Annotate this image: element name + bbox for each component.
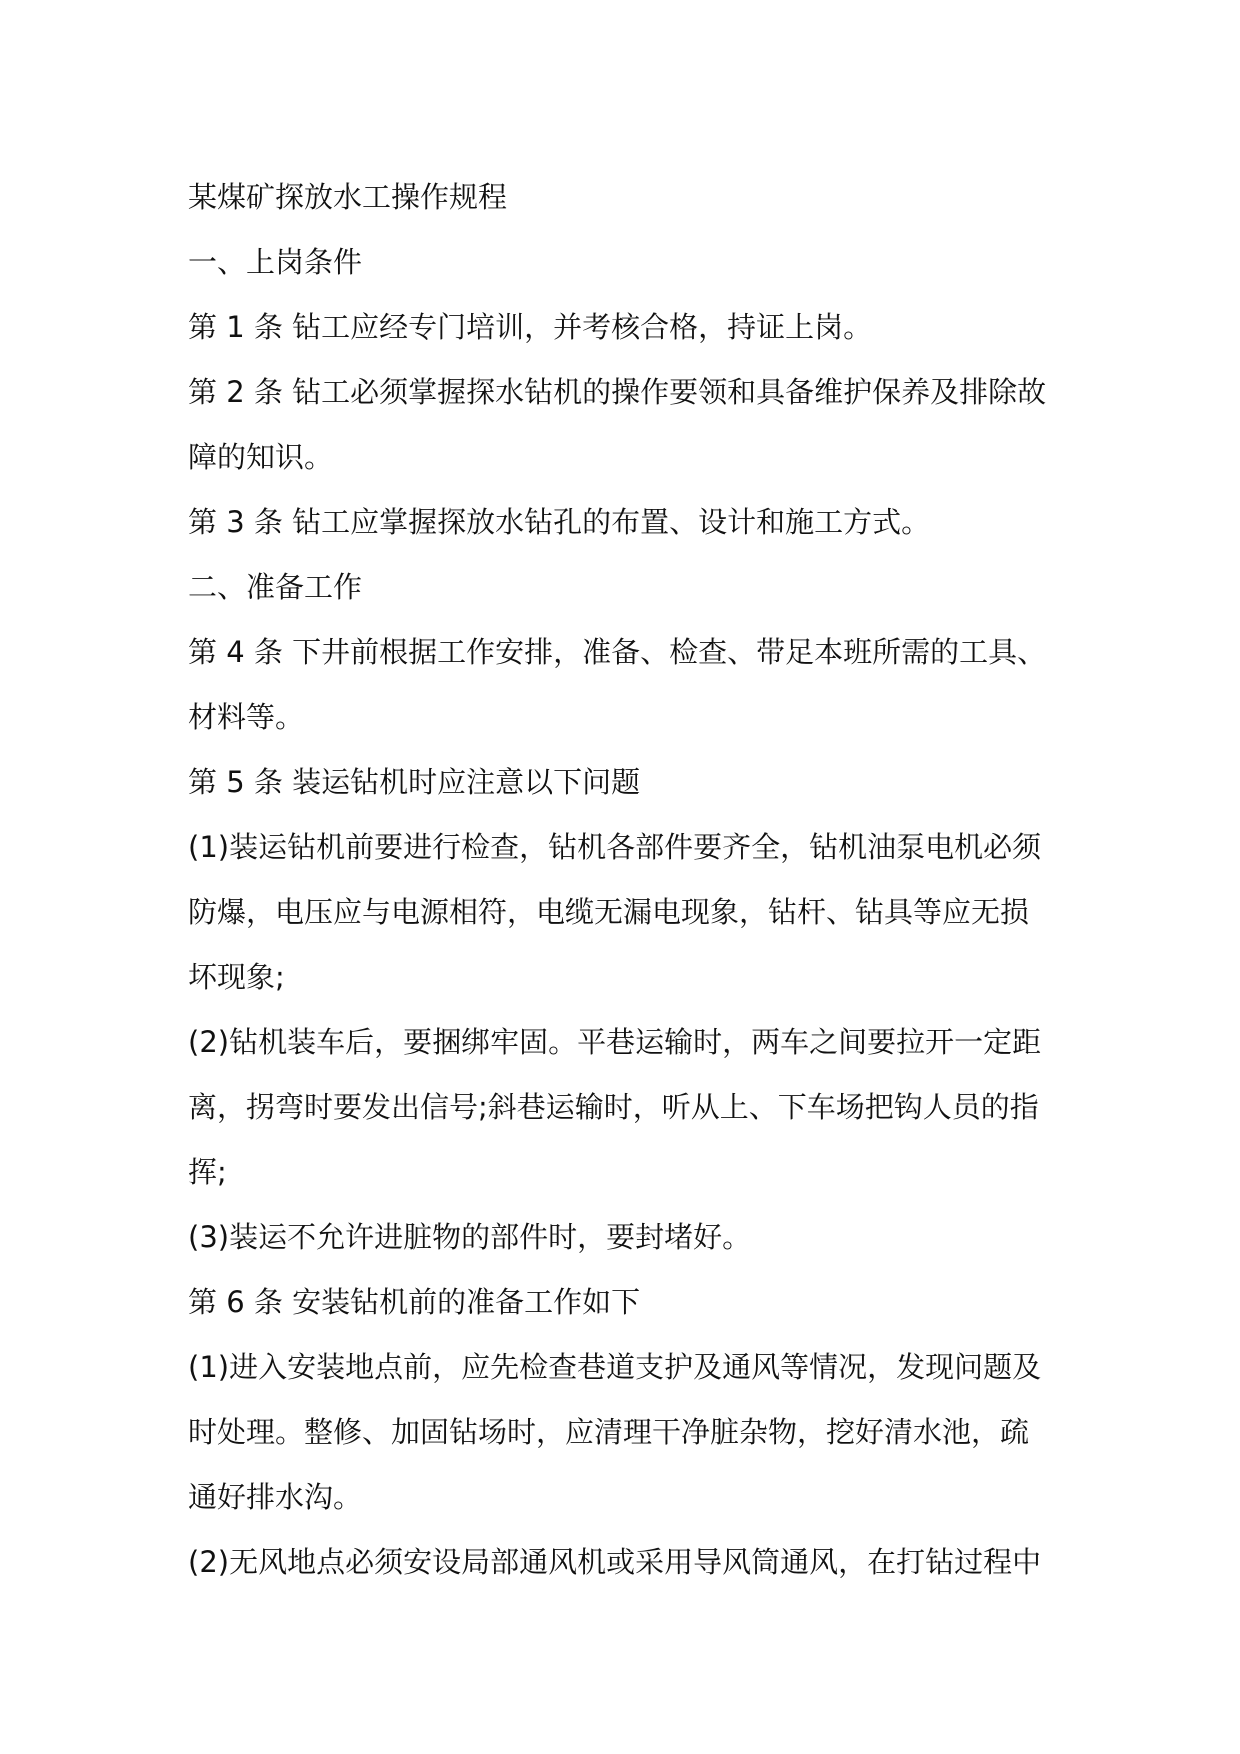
- article-2-continued: 障的知识。: [188, 440, 334, 474]
- document-body: [188, 165, 1068, 1595]
- section-heading-1: 一、上岗条件: [188, 245, 363, 279]
- article-5-item-3: (3)装运不允许进脏物的部件时，要封堵好。: [188, 1220, 752, 1254]
- article-5: 第 5 条 装运钻机时应注意以下问题: [188, 765, 641, 799]
- section-heading-2: 二、准备工作: [188, 570, 363, 604]
- article-2: 第 2 条 钻工必须掌握探水钻机的操作要领和具备维护保养及排除故: [188, 375, 1047, 409]
- document-title: 某煤矿探放水工操作规程: [188, 180, 508, 214]
- article-6-item-1: (1)进入安装地点前，应先检查巷道支护及通风等情况，发现问题及: [188, 1350, 1042, 1384]
- article-5-item-2-continued: 离，拐弯时要发出信号;斜巷运输时，听从上、下车场把钩人员的指: [188, 1090, 1039, 1124]
- article-4-continued: 材料等。: [188, 700, 305, 734]
- article-6: 第 6 条 安装钻机前的准备工作如下: [188, 1285, 641, 1319]
- article-5-item-2: (2)钻机装车后，要捆绑牢固。平巷运输时，两车之间要拉开一定距: [188, 1025, 1042, 1059]
- article-1: 第 1 条 钻工应经专门培训，并考核合格，持证上岗。: [188, 310, 873, 344]
- article-3: 第 3 条 钻工应掌握探放水钻孔的布置、设计和施工方式。: [188, 505, 931, 539]
- article-5-item-1: (1)装运钻机前要进行检查，钻机各部件要齐全，钻机油泵电机必须: [188, 830, 1042, 864]
- article-4: 第 4 条 下井前根据工作安排，准备、检查、带足本班所需的工具、: [188, 635, 1047, 669]
- article-6-item-1-continued: 通好排水沟。: [188, 1480, 363, 1514]
- article-5-item-1-continued: 坏现象;: [188, 960, 285, 994]
- article-6-item-1-continued: 时处理。整修、加固钻场时，应清理干净脏杂物，挖好清水池，疏: [188, 1415, 1030, 1449]
- article-6-item-2: (2)无风地点必须安设局部通风机或采用导风筒通风，在打钻过程中: [188, 1545, 1042, 1579]
- article-5-item-1-continued: 防爆，电压应与电源相符，电缆无漏电现象，钻杆、钻具等应无损: [188, 895, 1030, 929]
- article-5-item-2-continued: 挥;: [188, 1155, 227, 1189]
